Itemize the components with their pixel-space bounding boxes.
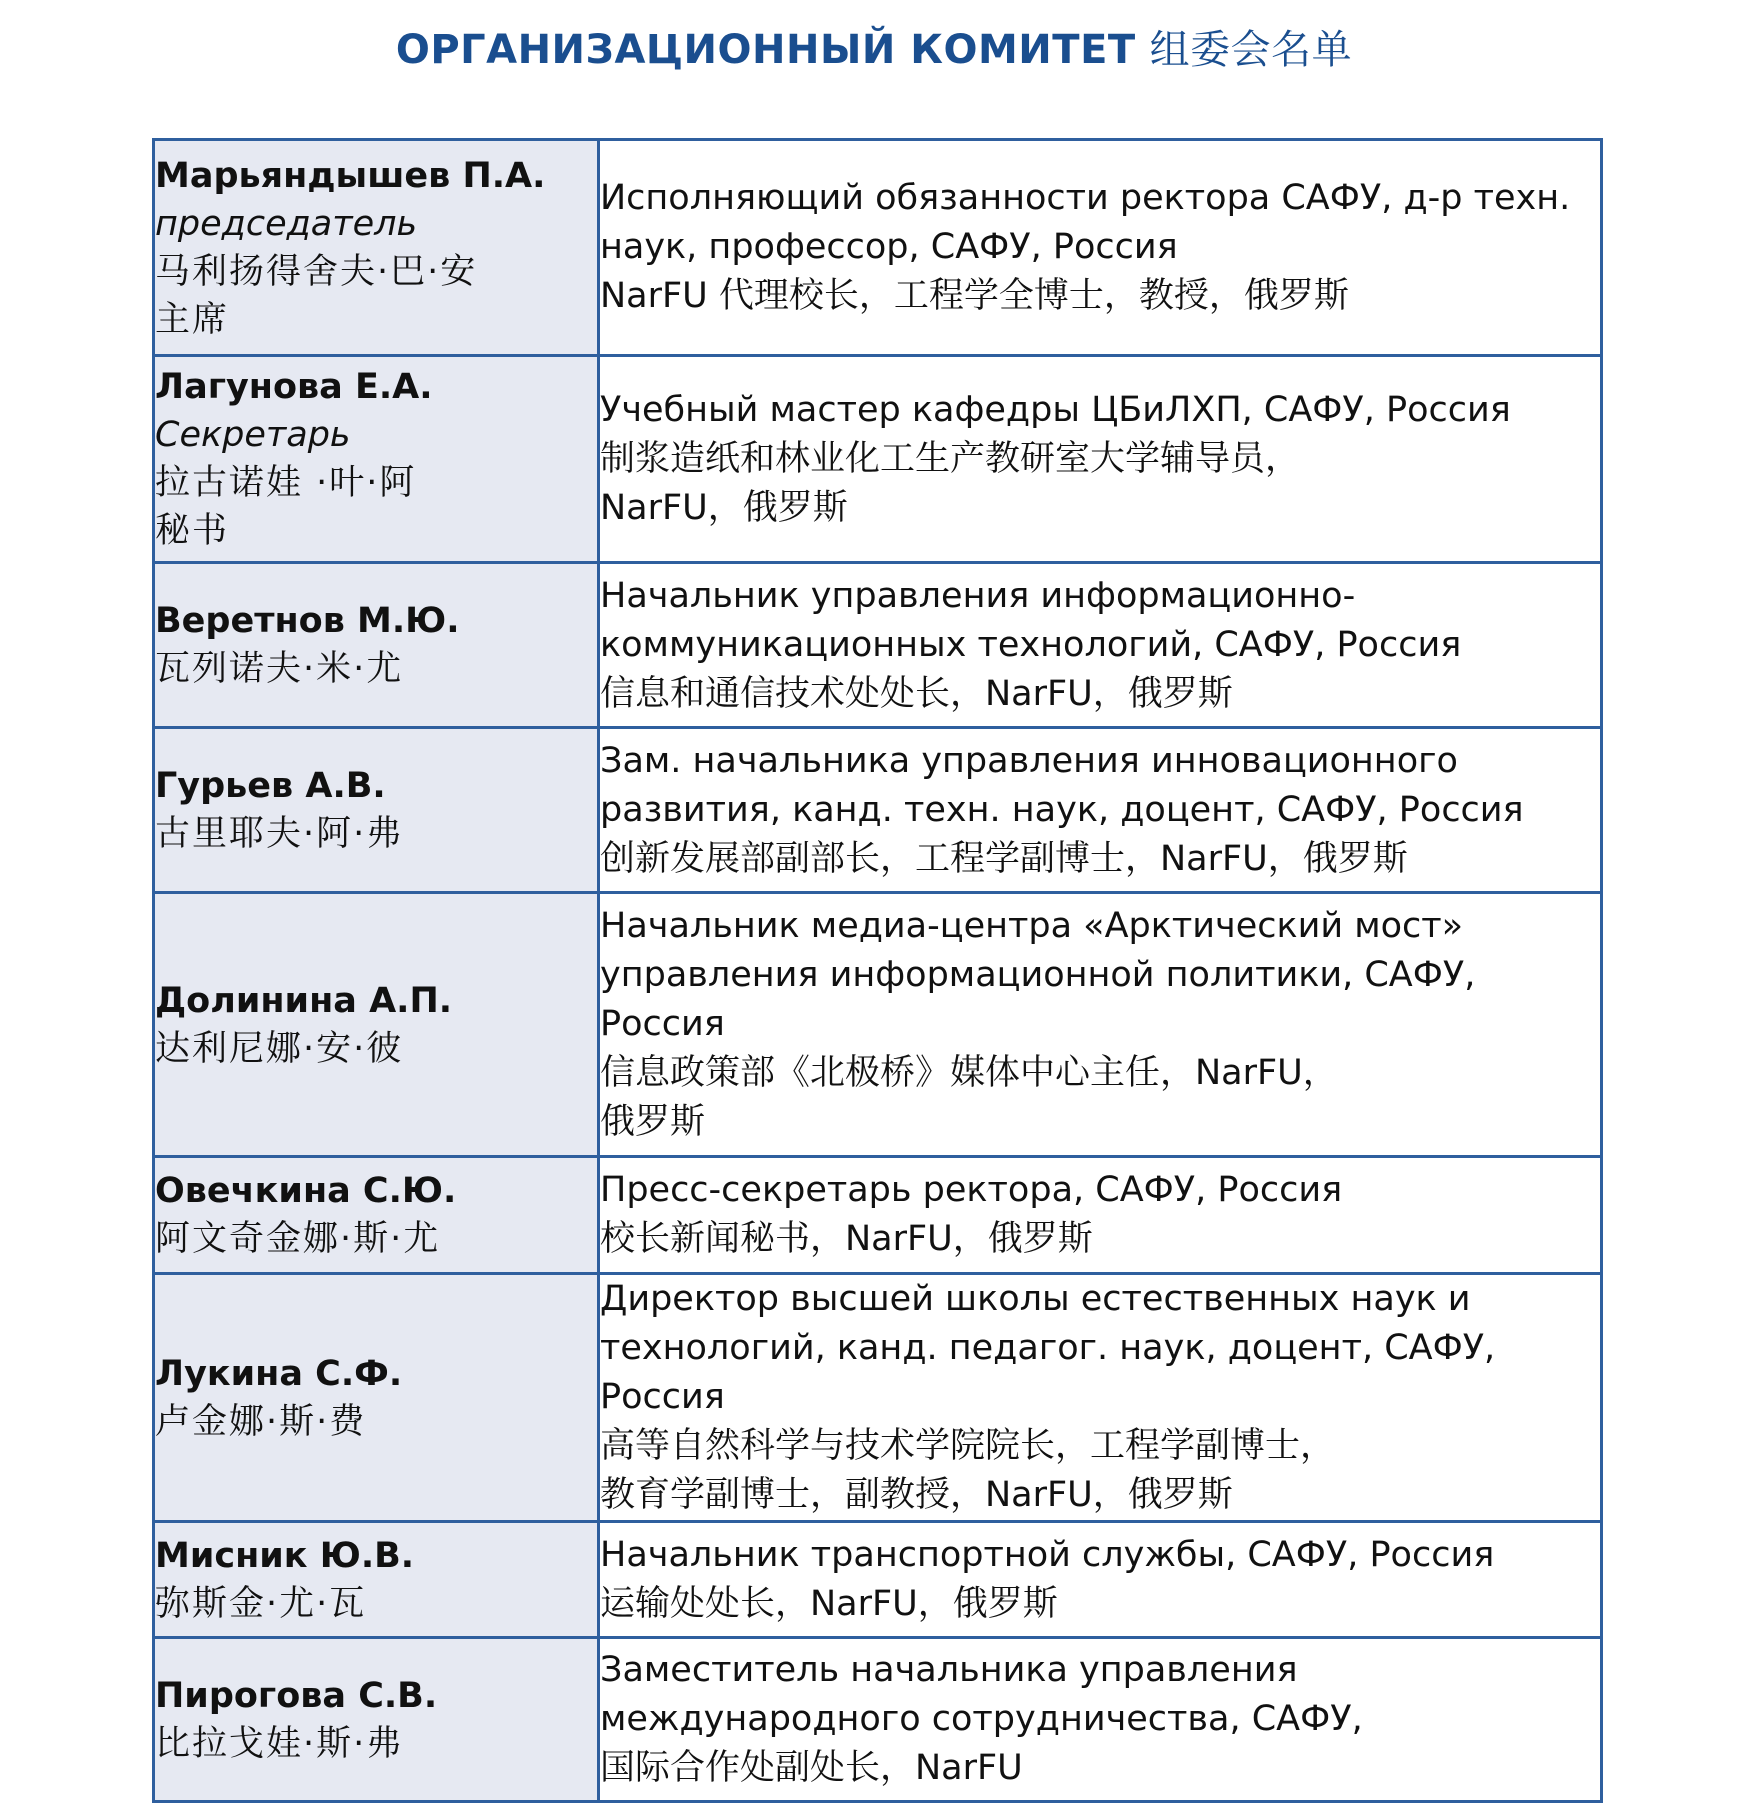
committee-row (154, 728, 1602, 893)
title-chinese: 组委会名单 (1149, 27, 1353, 73)
member-name-ru: Веретнов М.Ю. (155, 601, 460, 641)
description-line: NarFU 代理校长，工程学全博士，教授，俄罗斯 (600, 276, 1349, 316)
description-line: 信息政策部《北极桥》媒体中心主任，NarFU， (600, 1053, 1338, 1093)
member-name-ru: Долинина А.П. (155, 980, 453, 1021)
member-role-ru: председатель (155, 203, 418, 244)
page-title (0, 18, 1748, 75)
description-line: Учебный мастер кафедры ЦБиЛХП, САФУ, Россия (600, 389, 1511, 430)
description-line: Начальник медиа-центра «Арктический мост» (600, 906, 1464, 946)
description-line: Зам. начальника управления инновационного (600, 740, 1458, 781)
committee-row (154, 1157, 1602, 1274)
member-role-zh: 秘书 (155, 511, 230, 551)
member-description-cell (599, 140, 1602, 356)
committee-row (154, 563, 1602, 728)
description-line: международного сотрудничества, САФУ, (600, 1699, 1363, 1739)
member-description-cell (599, 1638, 1602, 1802)
member-description-cell (599, 1274, 1602, 1522)
description-line: 高等自然科学与技术学院院长，工程学副博士， (600, 1426, 1336, 1466)
member-name-cell (154, 1522, 599, 1638)
committee-row (154, 1274, 1602, 1522)
member-name-zh: 古里耶夫·阿·弗 (155, 814, 404, 854)
member-name-cell (154, 1638, 599, 1802)
description-line: 俄罗斯 (600, 1102, 706, 1142)
member-name-zh: 比拉戈娃·斯·弗 (155, 1723, 404, 1764)
description-line: коммуникационных технологий, САФУ, Россия (600, 624, 1462, 665)
description-line: 国际合作处副处长，NarFU (600, 1748, 1023, 1788)
description-line: Исполняющий обязанности ректора САФУ, д-р техн. (600, 178, 1571, 218)
committee-row (154, 356, 1602, 563)
title-russian: ОРГАНИЗАЦИОННЫЙ КОМИТЕТ (395, 27, 1136, 73)
description-line: Россия (600, 1004, 725, 1044)
member-name-ru: Овечкина С.Ю. (155, 1171, 457, 1211)
member-description-cell (599, 356, 1602, 563)
member-name-zh: 达利尼娜·安·彼 (155, 1028, 404, 1069)
member-name-ru: Лукина С.Ф. (155, 1353, 403, 1394)
member-name-cell (154, 728, 599, 893)
member-name-ru: Марьяндышев П.А. (155, 155, 546, 196)
committee-table-body (154, 140, 1602, 1802)
description-line: развития, канд. техн. наук, доцент, САФУ, Россия (600, 789, 1524, 830)
description-line: 制浆造纸和林业化工生产教研室大学辅导员， (600, 438, 1301, 479)
member-name-zh: 拉古诺娃 ·叶·阿 (155, 463, 417, 503)
committee-row (154, 140, 1602, 356)
member-name-zh: 弥斯金·尤·瓦 (155, 1583, 367, 1624)
member-description-cell (599, 893, 1602, 1157)
member-name-cell (154, 893, 599, 1157)
committee-row (154, 893, 1602, 1157)
committee-row (154, 1522, 1602, 1638)
member-name-cell (154, 563, 599, 728)
member-name-cell (154, 1274, 599, 1522)
description-line: 信息和通信技术处处长，NarFU，俄罗斯 (600, 673, 1233, 714)
description-line: Начальник транспортной службы, САФУ, Россия (600, 1534, 1495, 1575)
description-line: технологий, канд. педагог. наук, доцент, САФУ, Россия (600, 1328, 1496, 1417)
description-line: 教育学副博士，副教授，NarFU，俄罗斯 (600, 1475, 1233, 1515)
member-name-ru: Лагунова Е.А. (155, 367, 433, 407)
description-line: NarFU，俄罗斯 (600, 487, 848, 528)
member-name-cell (154, 140, 599, 356)
description-line: Директор высшей школы естественных наук и (600, 1279, 1471, 1319)
description-line: 校长新闻秘书，NarFU，俄罗斯 (600, 1219, 1093, 1259)
member-name-cell (154, 1157, 599, 1274)
description-line: 创新发展部副部长，工程学副博士，NarFU，俄罗斯 (600, 838, 1408, 879)
member-description-cell (599, 563, 1602, 728)
description-line: 运输处处长，NarFU，俄罗斯 (600, 1583, 1058, 1624)
member-name-zh: 马利扬得舍夫·巴·安 (155, 251, 478, 292)
member-description-cell (599, 1157, 1602, 1274)
member-name-ru: Мисник Ю.В. (155, 1535, 415, 1576)
description-line: Пресс-секретарь ректора, САФУ, Россия (600, 1170, 1343, 1210)
member-name-zh: 卢金娜·斯·费 (155, 1401, 367, 1442)
description-line: управления информационной политики, САФУ, (600, 955, 1476, 995)
member-description-cell (599, 728, 1602, 893)
member-name-cell (154, 356, 599, 563)
committee-table (152, 138, 1603, 1803)
member-role-zh: 主席 (155, 299, 230, 340)
member-name-zh: 阿文奇金娜·斯·尤 (155, 1219, 441, 1259)
description-line: Начальник управления информационно- (600, 575, 1356, 616)
member-name-zh: 瓦列诺夫·米·尤 (155, 649, 404, 689)
description-line: Заместитель начальника управления (600, 1650, 1298, 1690)
member-role-ru: Секретарь (155, 415, 351, 455)
member-name-ru: Гурьев А.В. (155, 766, 386, 806)
description-line: наук, профессор, САФУ, Россия (600, 227, 1178, 267)
member-description-cell (599, 1522, 1602, 1638)
member-name-ru: Пирогова С.В. (155, 1675, 438, 1716)
committee-row (154, 1638, 1602, 1802)
